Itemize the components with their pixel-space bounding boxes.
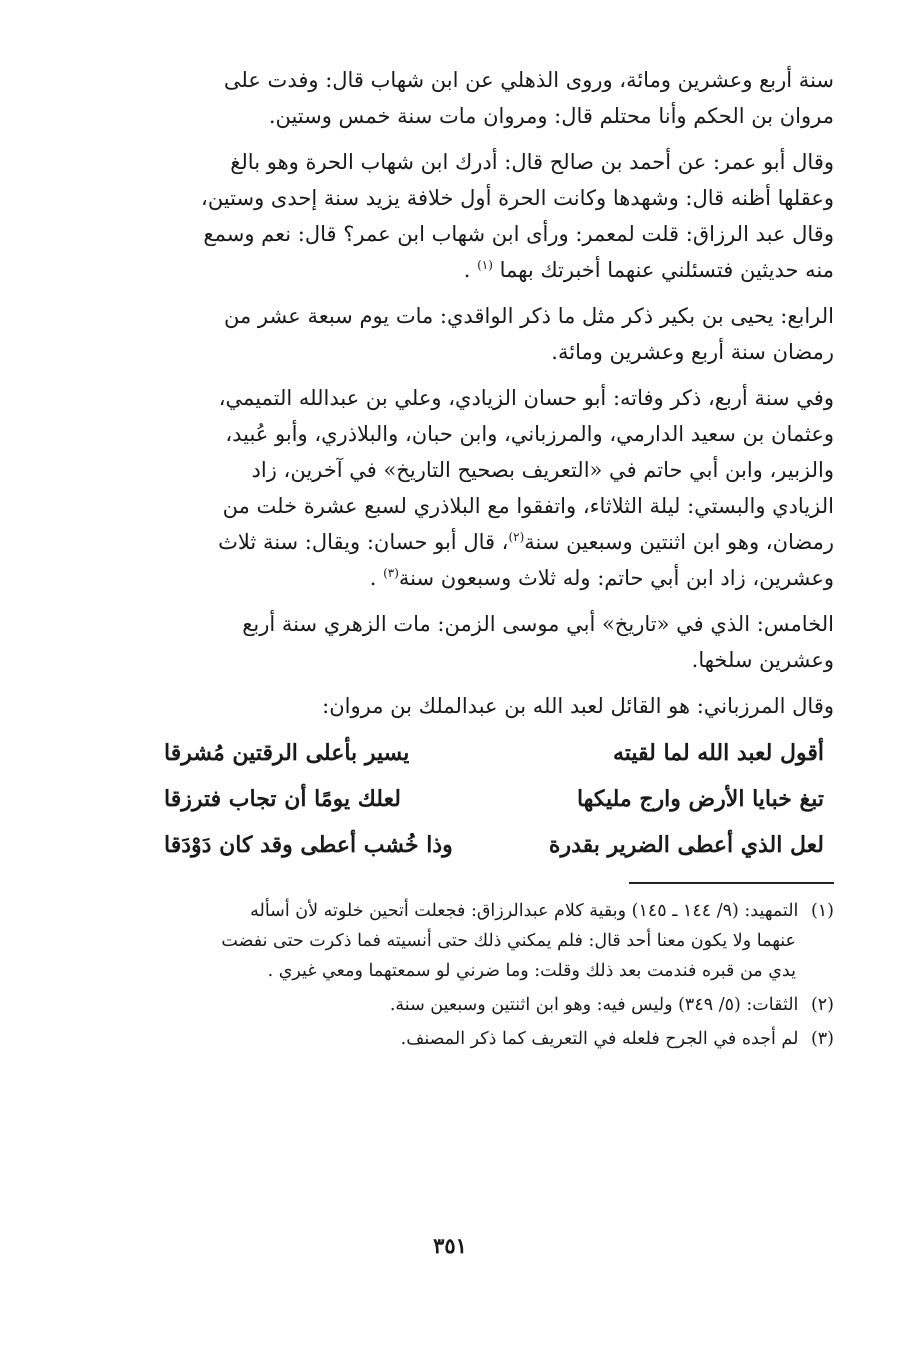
footnote-number: (٢) [810, 995, 834, 1015]
text-line-with-note: منه حديثين فتسئلني عنهما أخبرتك بهما $^{(١)}$ . [463, 258, 834, 282]
text-line: مروان بن الحكم وأنا محتلم قال: ومروان مات سنة خمس وستين. [268, 104, 834, 128]
text-line: وقال أبو عمر: عن أحمد بن صالح قال: أدرك ابن شهاب الحرة وهو بالغ [230, 150, 834, 174]
paragraph-3 [114, 298, 834, 370]
text-line: وقال المرزباني: هو القائل لعبد الله بن عبدالملك بن مروان: [322, 694, 834, 718]
poem-verse [114, 776, 834, 822]
text-line: والزبير، وابن أبي حاتم في «التعريف بصحيح التاريخ» في آخرين، زاد [251, 458, 834, 482]
text-segment: منه حديثين فتسئلني عنهما أخبرتك بهما [499, 258, 834, 282]
footnotes [114, 896, 834, 1054]
verse-second-half: وذا خُشب أعطى وقد كان دَوْدَقا [164, 832, 453, 858]
text-line-with-note: وعشرين، زاد ابن أبي حاتم: وله ثلاث وسبعون سنة$^{(٣)}$ . [369, 566, 834, 590]
footnote-text: الثقات: (٥/ ٣٤٩) وليس فيه: وهو ابن اثنتين وسبعين سنة. [389, 995, 799, 1015]
text-line-with-note [114, 524, 834, 560]
paragraph-4 [114, 380, 834, 524]
paragraph-5 [114, 606, 834, 678]
poem-verse [114, 822, 834, 868]
verse-second-half: لعلك يومًا أن تجاب فترزقا [164, 786, 401, 812]
paragraph-6 [114, 688, 834, 724]
text-line: وقال عبد الرزاق: قلت لمعمر: ورأى ابن شهاب ابن عمر؟ قال: نعم وسمع [203, 222, 834, 246]
footnote-2 [114, 990, 834, 1020]
text-line: وفي سنة أربع، ذكر وفاته: أبو حسان الزيادي، وعلي بن عبدالله التميمي، [218, 386, 834, 410]
text-line: وعشرين سلخها. [691, 648, 834, 672]
paragraph-4-continued [114, 524, 834, 596]
footnote-separator [629, 882, 834, 884]
footnote-marker-3: (٣) [383, 566, 399, 580]
footnote-text: يدي من قبره فندمت بعد ذلك وقلت: وما ضرني لو سمعتهما ومعي غيري . [267, 961, 796, 981]
footnote-1 [114, 896, 834, 986]
verse-first-half: أقول لعبد الله لما لقيته [612, 740, 824, 766]
text-line: وعقلها أظنه قال: وشهدها وكانت الحرة أول خلافة يزيد سنة إحدى وستين، [201, 186, 834, 210]
text-line: الخامس: الذي في «تاريخ» أبي موسى الزمن: مات الزهري سنة أربع [242, 612, 834, 636]
text-segment: ، قال أبو حسان: ويقال: سنة ثلاث [218, 530, 509, 554]
verse-first-half: لعل الذي أعطى الضرير بقدرة [548, 832, 824, 858]
footnote-number: (٣) [810, 1029, 834, 1049]
text-segment: وعشرين، زاد ابن أبي حاتم: وله ثلاث وسبعون سنة [398, 566, 834, 590]
text-line: وعثمان بن سعيد الدارمي، والمرزباني، وابن حبان، والبلاذري، وأبو عُبيد، [225, 422, 834, 446]
verse-second-half: يسير بأعلى الرقتين مُشرقا [164, 740, 410, 766]
poem-verse [114, 730, 834, 776]
text-line: سنة أربع وعشرين ومائة، وروى الذهلي عن ابن شهاب قال: وفدت على [223, 68, 834, 92]
footnote-text: التمهيد: (٩/ ١٤٤ ـ ١٤٥) وبقية كلام عبدالرزاق: فجعلت أتحين خلوته لأن أسأله [250, 901, 799, 921]
text-line: الزيادي والبستي: ليلة الثلاثاء، واتفقوا مع البلاذري لسبع عشرة خلت من [222, 494, 834, 518]
text-line: رمضان سنة أربع وعشرين ومائة. [551, 340, 834, 364]
text-line: الرابع: يحيى بن بكير ذكر مثل ما ذكر الواقدي: مات يوم سبعة عشر من [224, 304, 834, 328]
footnote-text: عنهما ولا يكون معنا أحد قال: فلم يمكني ذلك حتى أنسيته فما ذكرت حتى نفضت [221, 931, 796, 951]
verse-first-half: تبغ خبايا الأرض وارج مليكها [576, 786, 824, 812]
text-segment: رمضان، وهو ابن اثنتين وسبعين سنة [524, 530, 834, 554]
paragraph-2 [114, 144, 834, 288]
footnote-text: لم أجده في الجرح فلعله في التعريف كما ذكر المصنف. [400, 1029, 799, 1049]
footnote-marker-2: (٢) [508, 530, 525, 544]
paragraph-1 [114, 62, 834, 134]
footnote-3 [114, 1024, 834, 1054]
poem [114, 730, 834, 868]
footnote-number: (١) [810, 901, 834, 921]
page-number: ٣٥١ [433, 1233, 467, 1258]
footnote-marker-1: (١) [477, 258, 493, 272]
